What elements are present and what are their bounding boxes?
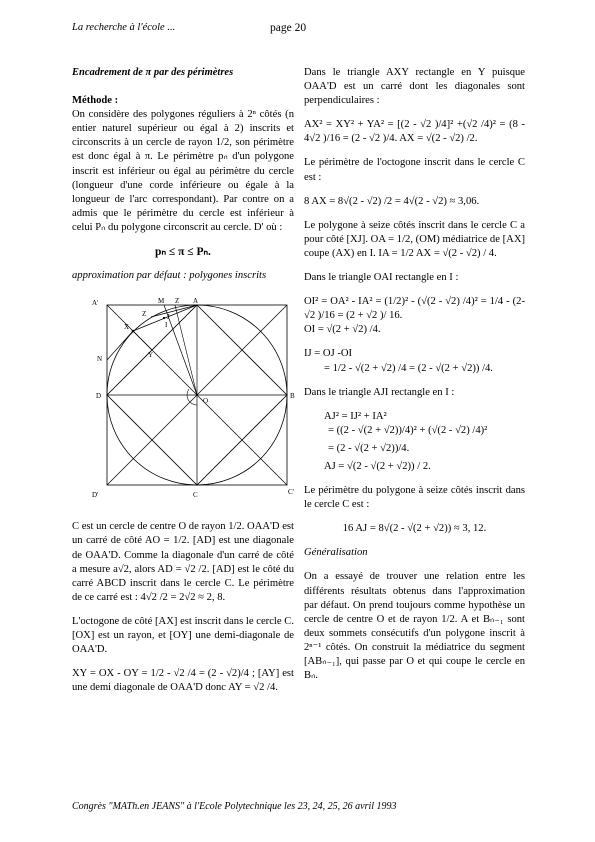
generalisation-paragraph: On a essayé de trouver une relation entre les différents résultats obtenus dans l'approximation par défaut. On prend toujours comme hypothèse un cercle de centre O et de rayon 1/2. A et Bₙ₋₁ sont deux sommets consécutifs d'un polygone inscrit à 2ⁿ⁻¹ côtés. On construit la médiatrice du segment [ABₙ₋₁], qui passe par O et qui coupe le cercle en Bₙ. [304,571,525,682]
method-heading: Méthode : [72,95,119,107]
ij-def: IJ = OJ -OI [304,348,353,360]
right-column [304,66,525,693]
oi-value: OI = √(2 + √2) /4. [304,324,381,336]
label-m: M [158,297,165,306]
label-j: J [167,313,170,322]
sixteen-perimeter-text: Le périmètre du polygone à seize côtés inscrit dans le cercle C est : [304,485,525,511]
aj-squared-expansion: = ((2 - √(2 + √2))/4)² + (√(2 - √2) /4)² [328,424,488,436]
inequality: pₙ ≤ π ≤ Pₙ. [155,246,211,259]
left-column [72,66,294,705]
label-c-prime: C' [288,488,294,497]
label-y: Y [148,351,154,360]
label-c: C [193,491,198,500]
label-x: X [124,323,130,332]
label-a: A [193,297,199,306]
aj-value: AJ = √(2 - √(2 + √2)) / 2. [324,460,431,472]
ij-value: = 1/2 - √(2 + √2) /4 = (2 - √(2 + √2)) /4. [324,362,493,374]
octagon-perimeter-value: 8 AX = 8√(2 - √2) /2 = 4√(2 - √2) ≈ 3,06. [304,195,480,207]
page-number: page 20 [270,22,307,34]
aj-squared-result: = (2 - √(2 + √2))/4. [328,442,410,454]
circle-paragraph: C est un cercle de centre O de rayon 1/2. OAA'D est un carré de côté AO = 1/2. [AD] est une diagonale de OAA'D. Comme la diagonale d'un carré de côté a mesure a√2, alors AD = √2 /2. [AD] est le côté du carré ABCD inscrit dans le cercle C. Le périmètre de ce carré est : 4√2 /2 = 2√2 ≈ 2, 8. [72,521,294,603]
ax-equation: AX² = XY² + YA² = [(2 - √2 )/4]² +(√2 /4)² = (8 - 4√2 )/16 = (2 - √2 )/4. AX = √(2 - √2) /2. [304,119,525,145]
label-b: B [290,392,295,401]
octagon-paragraph: L'octogone de côté [AX] est inscrit dans le cercle C. [OX] est un rayon, et [OY] une demi-diagonale de OAA'D. [72,615,294,656]
running-header: La recherche à l'école ... [72,22,176,33]
page-footer: Congrès "MATh.en JEANS" à l'Ecole Polytechnique les 23, 24, 25, 26 avril 1993 [72,801,397,812]
label-d: D [96,392,102,401]
oi-squared: OI² = OA² - IA² = (1/2)² - (√(2 - √2) /4)² = 1/4 - (2-√2 )/16 = (2 + √2 )/ 16. [304,296,525,322]
geometry-figure [72,297,294,507]
label-n: N [97,355,103,364]
label-o: O [203,397,209,406]
label-z-prime: Z [142,310,147,319]
generalisation-heading: Généralisation [304,547,368,559]
axy-paragraph: Dans le triangle AXY rectangle en Y puisque OAA'D est un carré dont les diagonales sont perpendiculaires : [304,67,525,107]
label-d-prime: D' [92,491,99,500]
octagon-perimeter-text: Le périmètre de l'octogone inscrit dans le cercle C est : [304,157,525,183]
xy-paragraph: XY = OX - OY = 1/2 - √2 /4 = (2 - √2)/4 ; [AY] est une demi diagonale de OAA'D donc AY = √2 /4. [72,668,294,694]
approx-heading: approximation par défaut : polygones inscrits [72,270,267,282]
sixteen-perimeter-value: 16 AJ = 8√(2 - √(2 + √2)) ≈ 3, 12. [342,523,487,535]
oai-heading: Dans le triangle OAI rectangle en I : [304,272,459,284]
label-i: I [165,321,168,330]
label-a-prime: A' [92,299,99,308]
section-title: Encadrement de π par des périmètres [72,67,234,78]
aji-heading: Dans le triangle AJI rectangle en I : [304,386,455,398]
method-paragraph: On considère des polygones réguliers à 2ⁿ côtés (n entier naturel supérieur ou égal à 2) inscrits et circonscrits à un cercle de rayon 1/2, son périmètre est donc égal à π. Le périmètre pₙ d'un polygone inscrit est inférieur ou égal au périmètre du cercle (longueur d'une corde inférieure ou égale à la longueur de l'arc correspondant). Par contre on a admis que le périmètre du cercle est inférieur à celui Pₙ du polygone circonscrit au cercle. D' où : [72,109,294,233]
aj-squared: AJ² = IJ² + IA² [324,410,387,422]
sixteen-gon-paragraph: Le polygone à seize côtés inscrit dans le cercle C a pour côté [XJ]. OA = 1/2, (OM) médiatrice de [AX] coupe (AX) en I. IA = 1/2 AX = √(2 - √2) / 4. [304,219,525,259]
label-z: Z [175,297,180,306]
